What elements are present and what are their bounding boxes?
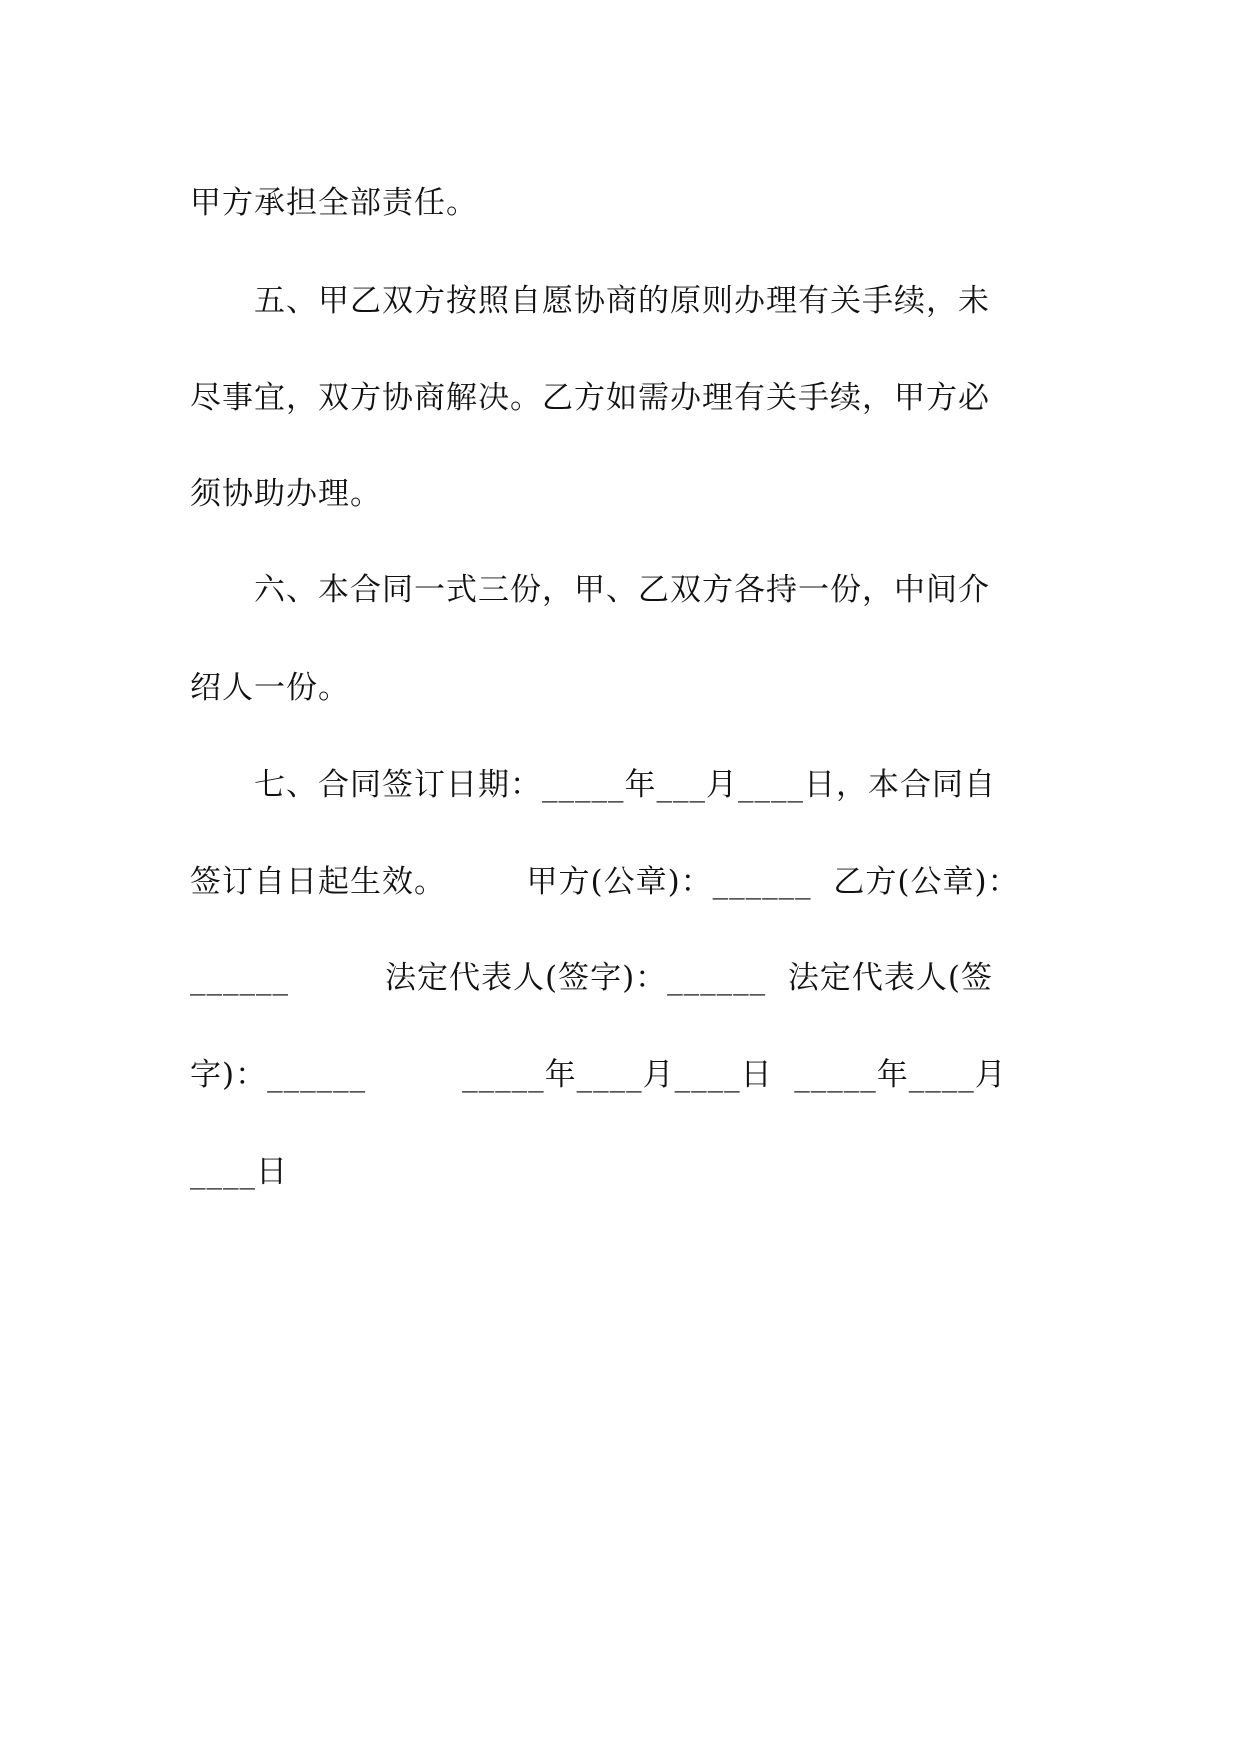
text-line-8: 签订自日起生效。 甲方(公章)：______ 乙方(公章)： [190,864,1020,900]
text-line-2: 五、甲乙双方按照自愿协商的原则办理有关手续，未 [190,283,990,319]
text-line-4: 须协助办理。 [190,476,382,512]
text-line-10: 字)：______ _____年____月____日 _____年____月 [190,1057,1007,1093]
text-line-5: 六、本合同一式三份，甲、乙双方各持一份，中间介 [190,572,990,608]
text-line-3: 尽事宜，双方协商解决。乙方如需办理有关手续，甲方必 [190,380,990,416]
text-line-7: 七、合同签订日期：_____年___月____日，本合同自 [190,767,996,803]
text-line-11: ____日 [190,1154,288,1190]
text-line-9: ______ 法定代表人(签字)：______ 法定代表人(签 [190,960,993,996]
text-line-1: 甲方承担全部责任。 [190,185,478,221]
text-line-6: 绍人一份。 [190,670,350,706]
